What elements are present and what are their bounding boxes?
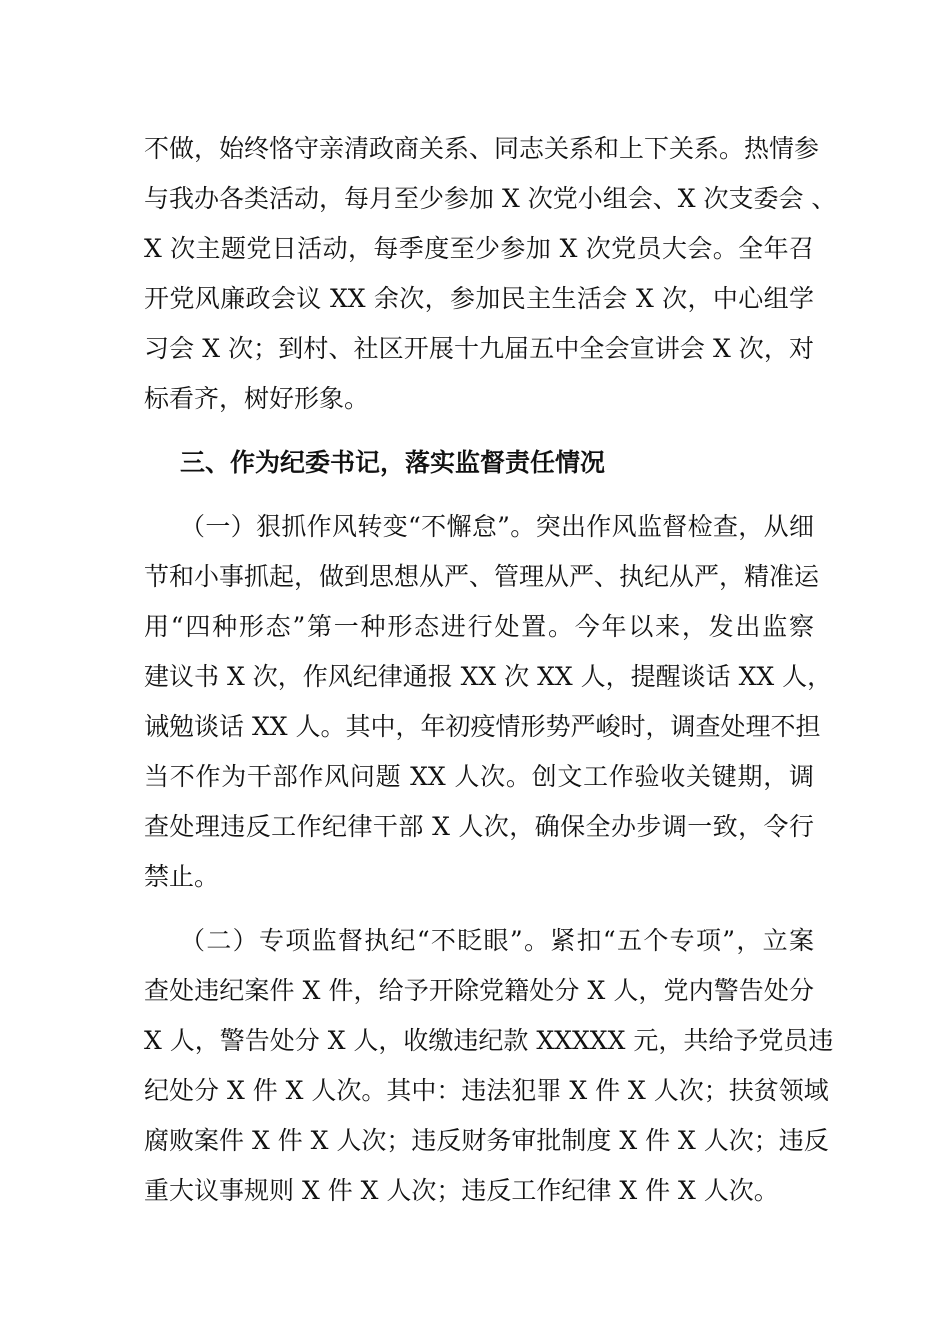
- text-line: 用“四种形态”第一种形态进行处置。今年以来，发出监察: [144, 612, 814, 641]
- text-line: 建议书 X 次，作风纪律通报 XX 次 XX 人，提醒谈话 XX 人，: [144, 662, 833, 691]
- text-line: 纪处分 X 件 X 人次。其中：违法犯罪 X 件 X 人次；扶贫领域: [144, 1076, 829, 1105]
- text-line: 诫勉谈话 XX 人。其中，年初疫情形势严峻时，调查处理不担: [144, 712, 821, 741]
- text-line: 标看齐，树好形象。: [144, 384, 370, 413]
- text-line: 节和小事抓起，做到思想从严、管理从严、执纪从严，精准运: [144, 562, 820, 591]
- text-line: 禁止。: [144, 862, 220, 891]
- text-line: 腐败案件 X 件 X 人次；违反财务审批制度 X 件 X 人次；违反: [144, 1126, 829, 1155]
- paragraph-gap: [144, 488, 814, 502]
- text-line: 与我办各类活动，每月至少参加 X 次党小组会、X 次支委会 、: [144, 184, 837, 213]
- section-heading: 三、作为纪委书记，落实监督责任情况: [180, 448, 606, 477]
- text-line: X 人，警告处分 X 人，收缴违纪款 XXXXX 元，共给予党员违: [144, 1026, 834, 1055]
- paragraph-continuation: [144, 124, 837, 424]
- paragraph-special-supervision: [144, 916, 834, 1216]
- paragraph-work-style: [144, 502, 833, 902]
- paragraph-gap: [144, 424, 814, 438]
- paragraph-gap: [144, 902, 814, 916]
- document-body: [144, 124, 837, 1216]
- text-line: X 次主题党日活动，每季度至少参加 X 次党员大会。全年召: [144, 234, 814, 263]
- text-line: 开党风廉政会议 XX 余次，参加民主生活会 X 次，中心组学: [144, 284, 814, 313]
- text-line: 查处理违反工作纪律干部 X 人次，确保全办步调一致，令行: [144, 812, 814, 841]
- text-line: 当不作为干部作风问题 XX 人次。创文工作验收关键期，调: [144, 762, 814, 791]
- text-line: 不做，始终恪守亲清政商关系、同志关系和上下关系。热情参: [144, 134, 820, 163]
- text-line: 重大议事规则 X 件 X 人次；违反工作纪律 X 件 X 人次。: [144, 1176, 779, 1205]
- text-line: （二）专项监督执纪“不眨眼”。紧扣“五个专项”，立案: [180, 926, 815, 955]
- text-line: （一）狠抓作风转变“不懈怠”。突出作风监督检查，从细: [180, 512, 814, 541]
- text-line: 查处违纪案件 X 件，给予开除党籍处分 X 人，党内警告处分: [144, 976, 814, 1005]
- text-line: 习会 X 次；到村、社区开展十九届五中全会宣讲会 X 次，对: [144, 334, 814, 363]
